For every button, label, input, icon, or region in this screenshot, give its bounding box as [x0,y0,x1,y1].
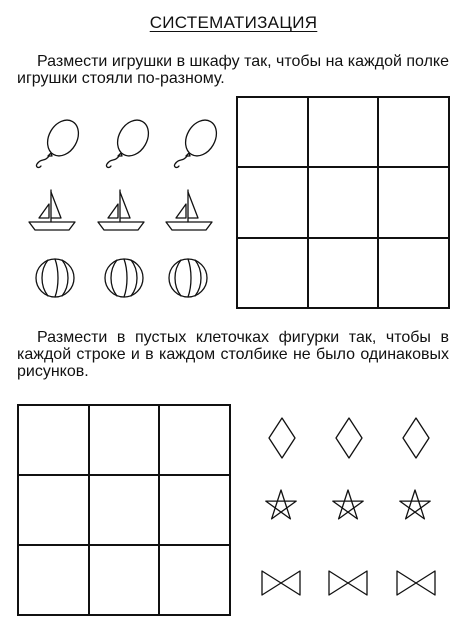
balloon-icon [171,118,221,170]
grid-cell[interactable] [89,405,160,475]
grid-cell[interactable] [308,97,379,167]
shelf-grid [236,96,450,309]
grid-cell[interactable] [159,545,230,615]
grid-cell[interactable] [18,475,89,545]
ball-icon [33,256,77,300]
bowtie-icon [260,569,302,597]
grid-cell[interactable] [308,167,379,237]
boat-icon [27,186,77,234]
grid-cell[interactable] [237,97,308,167]
grid-cell[interactable] [89,475,160,545]
grid-cell[interactable] [18,405,89,475]
grid-cell[interactable] [308,238,379,308]
boat-icon [96,186,146,234]
balloon-icon [33,118,83,170]
page-title: СИСТЕМАТИЗАЦИЯ [149,13,318,32]
task-2-instructions: Размести в пустых клеточках фигурки так, чтобы в каждой строке и в каждом столбике не было одинаковых рисунков. [17,329,449,380]
task-1-instructions: Размести игрушки в шкафу так, чтобы на каждой полке игрушки стояли по-разному. [17,53,449,87]
grid-cell[interactable] [237,167,308,237]
diamond-icon [334,416,364,460]
diamond-icon [267,416,297,460]
ball-icon [166,256,210,300]
grid-cell[interactable] [237,238,308,308]
diamond-icon [401,416,431,460]
grid-cell[interactable] [159,405,230,475]
ball-icon [102,256,146,300]
grid-cell[interactable] [89,545,160,615]
boat-icon [164,186,214,234]
grid-cell[interactable] [378,167,449,237]
star-icon [330,488,366,524]
bowtie-icon [327,569,369,597]
grid-cell[interactable] [378,97,449,167]
grid-cell[interactable] [378,238,449,308]
star-icon [397,488,433,524]
grid-cell[interactable] [159,475,230,545]
star-icon [263,488,299,524]
bowtie-icon [395,569,437,597]
grid-cell[interactable] [18,545,89,615]
balloon-icon [103,118,153,170]
figure-grid [17,404,231,616]
